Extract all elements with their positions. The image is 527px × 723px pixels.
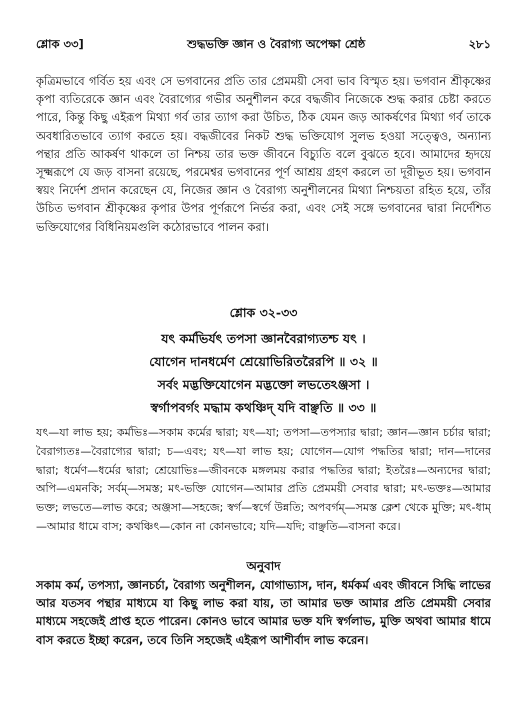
verse-line: সর্বং মদ্ভক্তিযোগেন মদ্ভক্তো লভতেঽঞ্জসা ।	[157, 377, 370, 392]
word-synonyms: যৎ—যা লাভ হয়; কর্মভিঃ—সকাম কর্মের দ্বারা; যৎ—যা; তপসা—তপস্যার দ্বারা; জ্ঞান—জ্ঞান চর্চার দ্বারা; বৈরাগ্যতঃ—বৈরাগ্যের দ্বারা; চ—এবং; যৎ—যা লাভ হয়; যোগেন—যোগ পদ্ধতির দ্বারা; দান—দানের দ্বারা; ধর্মেণ—ধর্মের দ্বারা; শ্রেয়োভিঃ—জীবনকে মঙ্গলময় করার পদ্ধতির দ্বারা; ইতরৈঃ—অন্যদের দ্বারা; অপি—এমনকি; সর্বম্—সমস্ত; মৎ-ভক্তি যোগেন—আমার প্রতি প্রেমময়ী সেবার দ্বারা; মৎ-ভক্তঃ—আমার ভক্ত; লভতে—লাভ করে; অঞ্জসা—সহজে; স্বর্গ—স্বর্গে উন্নতি; অপবর্গম্—সমস্ত ক্লেশ থেকে মুক্তি; মৎ-ধাম্—আমার ধামে বাস; কথঞ্চিৎ—কোন না কোনভাবে; যদি—যদি; বাঞ্ছতি—বাসনা করে।	[36, 426, 491, 533]
page-number: ২৮১	[468, 37, 491, 51]
shloka-heading: শ্লোক ৩২-৩৩	[229, 305, 298, 320]
verse-line: যোগেন দানধর্মেণ শ্রেয়োভিরিতরৈরপি ॥ ৩২ ॥	[149, 354, 378, 369]
verse-line: যৎ কর্মভির্যৎ তপসা জ্ঞানবৈরাগ্যতশ্চ যৎ ।	[161, 331, 366, 346]
translation-heading: অনুবাদ	[246, 559, 281, 573]
chapter-verse-ref: শ্লোক ৩৩]	[36, 37, 84, 51]
sanskrit-verse	[36, 327, 491, 419]
verse-line: স্বর্গাপবর্গং মদ্ধাম কথঞ্চিদ্ যদি বাঞ্ছতি ॥ ৩৩ ॥	[150, 400, 377, 415]
purport-paragraph: কৃত্রিমভাবে গর্বিত হয় এবং সে ভগবানের প্রতি তার প্রেমময়ী সেবা ভাব বিস্মৃত হয়। ভগবান শ্রীকৃষ্ণের কৃপা ব্যতিরেকে জ্ঞান এবং বৈরাগ্যের গভীর অনুশীলন করে বদ্ধজীব নিজেকে শুদ্ধ করার চেষ্টা করতে পারে, কিন্তু কিছু এইরূপ মিথ্যা গর্ব তার ত্যাগ করা উচিত, ঠিক যেমন জড় আকর্ষণের মিথ্যা গর্ব তাকে অবধারিতভাবে ত্যাগ করতে হয়। বদ্ধজীবের নিকট শুদ্ধ ভক্তিযোগ সুলভ হওয়া সত্ত্বেও, অন্যান্য পন্থার প্রতি আকর্ষণ থাকলে তা নিশ্চয় তার ভক্ত জীবনে বিচ্যুতি বলে বুঝতে হবে। আমাদের হৃদয়ে সূক্ষ্মরূপে যে জড় বাসনা রয়েছে, পরমেশ্বর ভগবানের পূর্ণ আশ্রয় গ্রহণ করলে তা দূরীভূত হয়। ভগবান স্বয়ং নির্দেশ প্রদান করেছেন যে, নিজের জ্ঞান ও বৈরাগ্য অনুশীলনের মিথ্যা নিশ্চয়তা রহিত হয়ে, তাঁর উচিত ভগবান শ্রীকৃষ্ণের কৃপার উপর পূর্ণরূপে নির্ভর করা, এবং সেই সঙ্গে ভগবানের দ্বারা নির্দেশিত ভক্তিযোগের বিধিনিয়মগুলি কঠোরভাবে পালন করা।	[36, 74, 491, 234]
translation-paragraph: সকাম কর্ম, তপস্যা, জ্ঞানচর্চা, বৈরাগ্য অনুশীলন, যোগাভ্যাস, দান, ধর্মকর্ম এবং জীবনে সিদ্ধি লাভের আর যতসব পন্থার মাধ্যমে যা কিছু লাভ করা যায়, তা আমার ভক্ত আমার প্রতি প্রেমময়ী সেবার মাধ্যমে সহজেই প্রাপ্ত হতে পারেন। কোনও ভাবে আমার ভক্ত যদি স্বর্গলাভ, মুক্তি অথবা আমার ধামে বাস করতে ইচ্ছা করেন, তবে তিনি সহজেই এইরূপ আশীর্বাদ লাভ করেন।	[36, 578, 491, 647]
running-header	[36, 36, 491, 56]
running-title: শুদ্ধভক্তি জ্ঞান ও বৈরাগ্য অপেক্ষা শ্রেষ্ঠ	[187, 37, 366, 51]
